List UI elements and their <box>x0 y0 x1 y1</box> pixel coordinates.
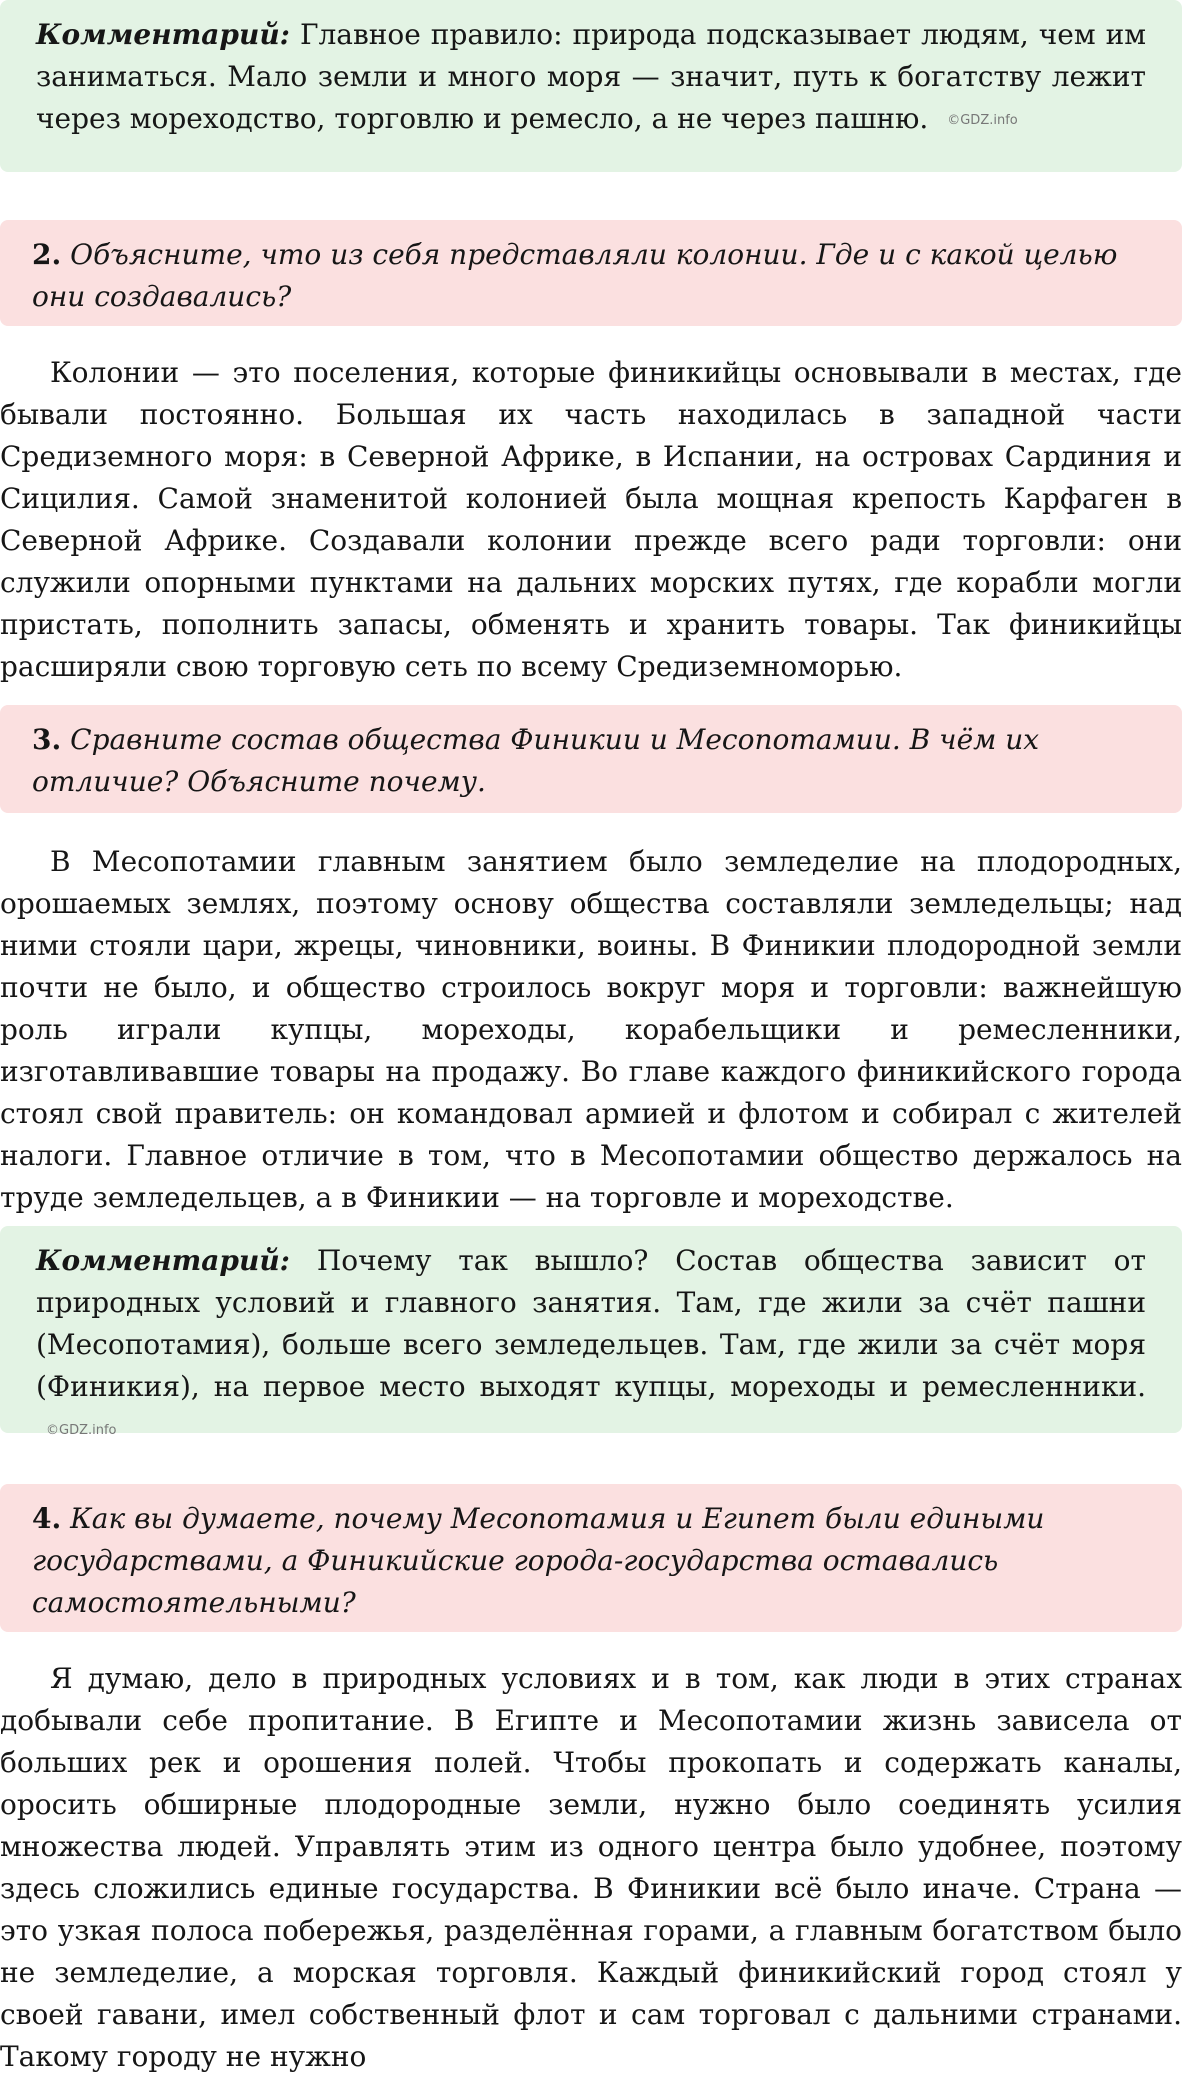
question-number: 3. <box>32 723 62 756</box>
comment-paragraph <box>36 14 1146 142</box>
comment-text: Главное правило: природа подсказывает людям, чем им заниматься. Мало земли и много моря — значит, путь к богатству лежит через мореходство, торговлю и ремесло, а не через пашню. <box>36 18 1147 135</box>
answer-block <box>0 1658 1182 2073</box>
comment-box <box>0 1226 1182 1438</box>
answer-block <box>0 841 1182 1214</box>
question-text: Как вы думаете, почему Месопотамия и Египет были едиными государствами, а Финикийские города-государства оставались самостоятельными? <box>32 1502 1045 1619</box>
answer-paragraph: В Месопотамии главным занятием было земледелие на плодородных, орошаемых землях, поэтому основу общества составляли земледельцы; над ними стояли цари, жрецы, чиновники, воины. В Финикии плодородной земли почти не было, и общество строилось вокруг моря и торговли: важнейшую роль играли купцы, мореходы, корабельщики и ремесленники, изготавливавшие товары на продажу. Во главе каждого финикийского города стоял свой правитель: он командовал армией и флотом и собирал с жителей налоги. Главное отличие в том, что в Месопотамии общество держалось на труде земледельцев, а в Финикии — на торговле и мореходстве. <box>0 845 1182 1214</box>
comment-box <box>0 0 1182 172</box>
question-box <box>0 220 1182 326</box>
comment-label: Комментарий: <box>36 1244 291 1277</box>
comment-label: Комментарий: <box>36 18 291 51</box>
answer-paragraph: Я думаю, дело в природных условиях и в том, как люди в этих странах добывали себе пропитание. В Египте и Месопотамии жизнь зависела от больших рек и орошения полей. Чтобы прокопать и содержать каналы, оросить обширные плодородные земли, нужно было соединять усилия множества людей. Управлять этим из одного центра было удобнее, поэтому здесь сложились единые государства. В Финикии всё было иначе. Страна — это узкая полоса побережья, разделённая горами, а главным богатством было не земледелие, а морская торговля. Каждый финикийский город стоял у своей гавани, имел собственный флот и сам торговал с дальними странами. Такому городу не нужно <box>0 1662 1182 2073</box>
watermark-text: ©GDZ.info <box>46 1422 117 1438</box>
watermark-text: ©GDZ.info <box>947 112 1018 128</box>
question-box <box>0 705 1182 813</box>
answer-paragraph: Колонии — это поселения, которые финикийцы основывали в местах, где бывали постоянно. Большая их часть находилась в западной части Средиземного моря: в Северной Африке, в Испании, на островах Сардиния и Сицилия. Самой знаменитой колонией была мощная крепость Карфаген в Северной Африке. Создавали колонии прежде всего ради торговли: они служили опорными пунктами на дальних морских путях, где корабли могли пристать, пополнить запасы, обменять и хранить товары. Так финикийцы расширяли свою торговую сеть по всему Средиземноморью. <box>0 356 1182 683</box>
question-text: Сравните состав общества Финикии и Месопотамии. В чём их отличие? Объясните почему. <box>32 723 1040 798</box>
question-number: 2. <box>32 238 62 271</box>
comment-paragraph <box>36 1240 1146 1452</box>
question-box <box>0 1484 1182 1632</box>
question-number: 4. <box>32 1502 62 1535</box>
question-text: Объясните, что из себя представляли колонии. Где и с какой целью они создавались? <box>32 238 1118 313</box>
comment-text: Почему так вышло? Состав общества зависит от природных условий и главного занятия. Там, где жили за счёт пашни (Месопотамия), больше всего земледельцев. Там, где жили за счёт моря (Финикия), на первое место выходят купцы, мореходы и ремесленники. <box>36 1244 1146 1403</box>
answer-block <box>0 352 1182 683</box>
